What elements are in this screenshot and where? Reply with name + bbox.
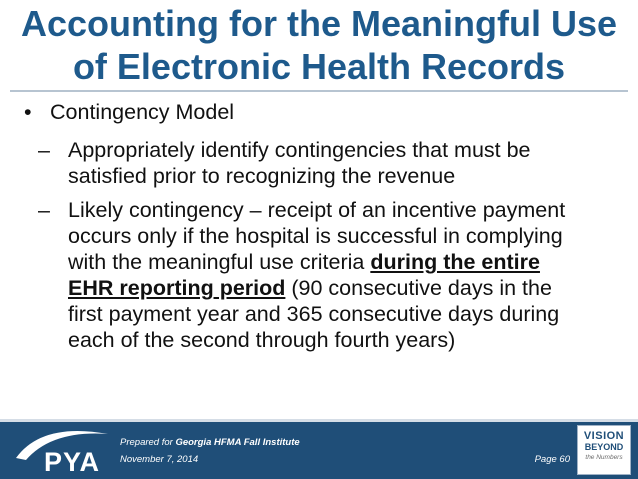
page-number: Page 60 [534,454,570,465]
sub-bullet-2-text [68,197,588,353]
emphasized-reporting-period: during the entire EHR reporting period [68,250,540,300]
bullet-dot: • [24,100,32,124]
prepared-for-event: Georgia HFMA Fall Institute [175,437,300,448]
title-divider [10,90,628,92]
badge-line-3: the Numbers [585,454,623,461]
pya-logo: PYA [44,447,101,477]
badge-line-1: VISION [583,430,625,442]
sub-bullet-2 [38,197,624,353]
slide-title-line-1: Accounting for the Meaningful Use [20,3,617,44]
slide-title-line-2: of Electronic Health Records [72,46,566,87]
bullet-contingency-model [24,99,624,125]
bullet-text: Contingency Model [50,100,235,124]
vision-beyond-numbers-badge [577,425,631,475]
sub-bullet-2-text-part-1: Likely contingency – receipt of an incentive payment occurs only if the hospital is successful in complying with the meaningful use criteria [68,198,566,274]
sub-bullet-2-text-part-2: (90 consecutive days in the first payment year and 365 consecutive days during each of the second through fourth years) [68,276,560,352]
dash-mark: – [38,138,50,162]
prepared-for-prefix: Prepared for [120,437,176,448]
prepared-for-line [120,437,300,448]
badge-line-2: BEYOND [584,442,624,452]
slide-title [0,2,638,88]
sub-bullet-1 [38,137,624,189]
slide-body [24,99,624,353]
sub-bullet-1-text: Appropriately identify contingencies that must be satisfied prior to recognizing the revenue [68,138,531,188]
dash-mark: – [38,198,50,222]
footer-date: November 7, 2014 [120,454,199,465]
